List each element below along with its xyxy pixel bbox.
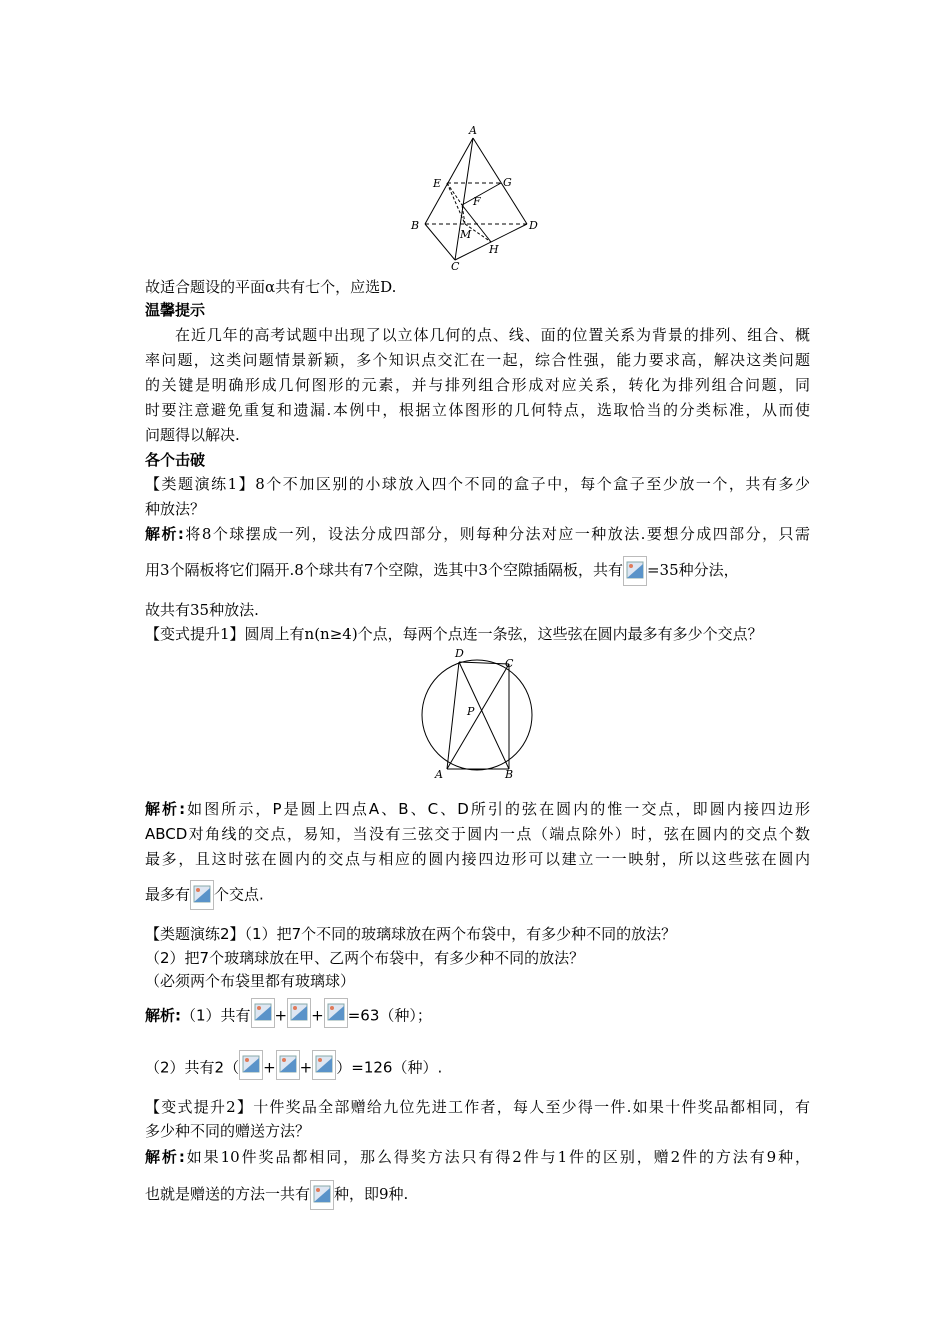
plus-sign: + bbox=[263, 1058, 276, 1077]
var1-question: 【变式提升1】圆周上有n(n≥4)个点，每两个点连一条弦，这些弦在圆内最多有多少个交点？ bbox=[145, 625, 763, 643]
label-b: B bbox=[411, 219, 420, 232]
ex2-solution-text-2a: （2）共有2（ bbox=[145, 1058, 240, 1077]
ex1-question-line-1: 【类题演练1】8个不加区别的小球放入四个不同的盒子中，每个盒子至少放一个，共有多少 bbox=[145, 475, 810, 493]
circle-figure bbox=[415, 645, 540, 785]
label-m: M bbox=[460, 228, 472, 241]
paragraph-conclusion: 故适合题设的平面α共有七个，应选D. bbox=[145, 278, 397, 296]
formula-image-icon bbox=[190, 880, 214, 916]
ex2-solution-line-2 bbox=[145, 1050, 810, 1086]
section-heading: 各个击破 bbox=[145, 451, 206, 469]
var2-question-line-2: 多少种不同的赠送方法？ bbox=[145, 1122, 311, 1140]
ex2-solution-line-1 bbox=[145, 998, 810, 1034]
var2-solution-text-2b: 种，即9种. bbox=[334, 1185, 409, 1203]
ex1-solution-text-2a: 用3个隔板将它们隔开.8个球共有7个空隙，选其中3个空隙插隔板，共有 bbox=[145, 561, 623, 579]
var1-solution-text-4a: 最多有 bbox=[145, 885, 191, 904]
circle-label-b: B bbox=[505, 768, 514, 781]
tip-line-4: 时要注意避免重复和遗漏.本例中，根据立体图形的几何特点，选取恰当的分类标准，从而使 bbox=[145, 401, 810, 419]
solution-label: 解析: bbox=[145, 1006, 181, 1025]
var1-solution-line-2: ABCD对角线的交点，易知，当没有三弦交于圆内一点（端点除外）时，弦在圆内的交点个数 bbox=[145, 825, 810, 843]
label-a: A bbox=[469, 124, 477, 137]
formula-image-icon bbox=[251, 998, 275, 1034]
ex1-solution-text-2b: =35种分法， bbox=[646, 561, 739, 579]
label-e: E bbox=[433, 177, 442, 190]
tetrahedron-figure bbox=[405, 120, 545, 270]
circle-label-d: D bbox=[455, 647, 464, 660]
label-c: C bbox=[451, 260, 460, 270]
ex1-solution-line-2 bbox=[145, 550, 810, 592]
formula-image-icon bbox=[239, 1050, 263, 1086]
ex2-solution-text-2b: ）=126（种）. bbox=[336, 1058, 443, 1077]
formula-image-icon bbox=[276, 1050, 300, 1086]
formula-image-icon bbox=[324, 998, 348, 1034]
formula-image-icon bbox=[310, 1180, 334, 1216]
label-h: H bbox=[489, 243, 499, 256]
ex1-solution-text: 将8个球摆成一列，设法分成四部分，则每种分法对应一种放法.要想分成四部分，只需 bbox=[183, 525, 810, 543]
solution-label: 解析: bbox=[145, 1148, 185, 1166]
ex2-question-line-1: 【类题演练2】（1）把7个不同的玻璃球放在两个布袋中，有多少种不同的放法？ bbox=[145, 925, 677, 943]
solution-label: 解析: bbox=[145, 800, 186, 818]
var2-solution-line-1 bbox=[145, 1146, 810, 1168]
var1-solution-line-4 bbox=[145, 874, 810, 916]
ex2-solution-text-1b: =63（种）； bbox=[347, 1006, 432, 1025]
plus-sign: + bbox=[299, 1058, 313, 1077]
circle-label-a: A bbox=[435, 768, 443, 781]
var2-solution-line-2 bbox=[145, 1174, 810, 1216]
label-g: G bbox=[503, 176, 512, 189]
ex2-question-line-3: （必须两个布袋里都有玻璃球） bbox=[145, 972, 356, 990]
solution-label: 解析: bbox=[145, 525, 184, 543]
ex2-solution-text-1a: （1）共有 bbox=[181, 1006, 251, 1025]
ex1-solution-line-3: 故共有35种放法. bbox=[145, 601, 259, 619]
tip-line-2: 率问题，这类问题情景新颖，多个知识点交汇在一起，综合性强，能力要求高，解决这类问题 bbox=[145, 351, 810, 369]
tip-line-1: 在近几年的高考试题中出现了以立体几何的点、线、面的位置关系为背景的排列、组合、概 bbox=[175, 326, 810, 344]
tip-heading: 温馨提示 bbox=[145, 301, 206, 319]
tip-line-3: 的关键是明确形成几何图形的元素，并与排列组合形成对应关系，转化为排列组合问题，同 bbox=[145, 376, 810, 394]
var2-question-line-1: 【变式提升2】十件奖品全部赠给九位先进工作者，每人至少得一件.如果十件奖品都相同，有 bbox=[145, 1098, 810, 1116]
formula-image-icon bbox=[623, 556, 647, 592]
plus-sign: + bbox=[311, 1006, 324, 1025]
ex1-question-line-2: 种放法？ bbox=[145, 500, 206, 518]
var2-solution-text-1: 如果10件奖品都相同，那么得奖方法只有得2件与1件的区别，赠2件的方法有9种， bbox=[184, 1148, 811, 1166]
formula-image-icon bbox=[287, 998, 311, 1034]
ex1-solution-line-1 bbox=[145, 523, 810, 545]
var2-solution-text-2a: 也就是赠送的方法一共有 bbox=[145, 1185, 311, 1203]
var1-solution-text-1: 如图所示，P是圆上四点A、B、C、D所引的弦在圆内的惟一交点，即圆内接四边形 bbox=[185, 800, 811, 818]
label-f: F bbox=[473, 195, 481, 208]
ex2-question-line-2: （2）把7个玻璃球放在甲、乙两个布袋中，有多少种不同的放法？ bbox=[145, 949, 585, 967]
label-d: D bbox=[529, 219, 538, 232]
var1-solution-line-3: 最多，且这时弦在圆内的交点与相应的圆内接四边形可以建立一一映射，所以这些弦在圆内 bbox=[145, 850, 810, 868]
var1-solution-text-4b: 个交点. bbox=[214, 885, 264, 904]
plus-sign: + bbox=[274, 1006, 288, 1025]
var1-solution-line-1 bbox=[145, 798, 810, 820]
circle-label-p: P bbox=[467, 705, 475, 718]
circle-label-c: C bbox=[505, 657, 514, 670]
tip-line-5: 问题得以解决. bbox=[145, 426, 240, 444]
formula-image-icon bbox=[312, 1050, 336, 1086]
